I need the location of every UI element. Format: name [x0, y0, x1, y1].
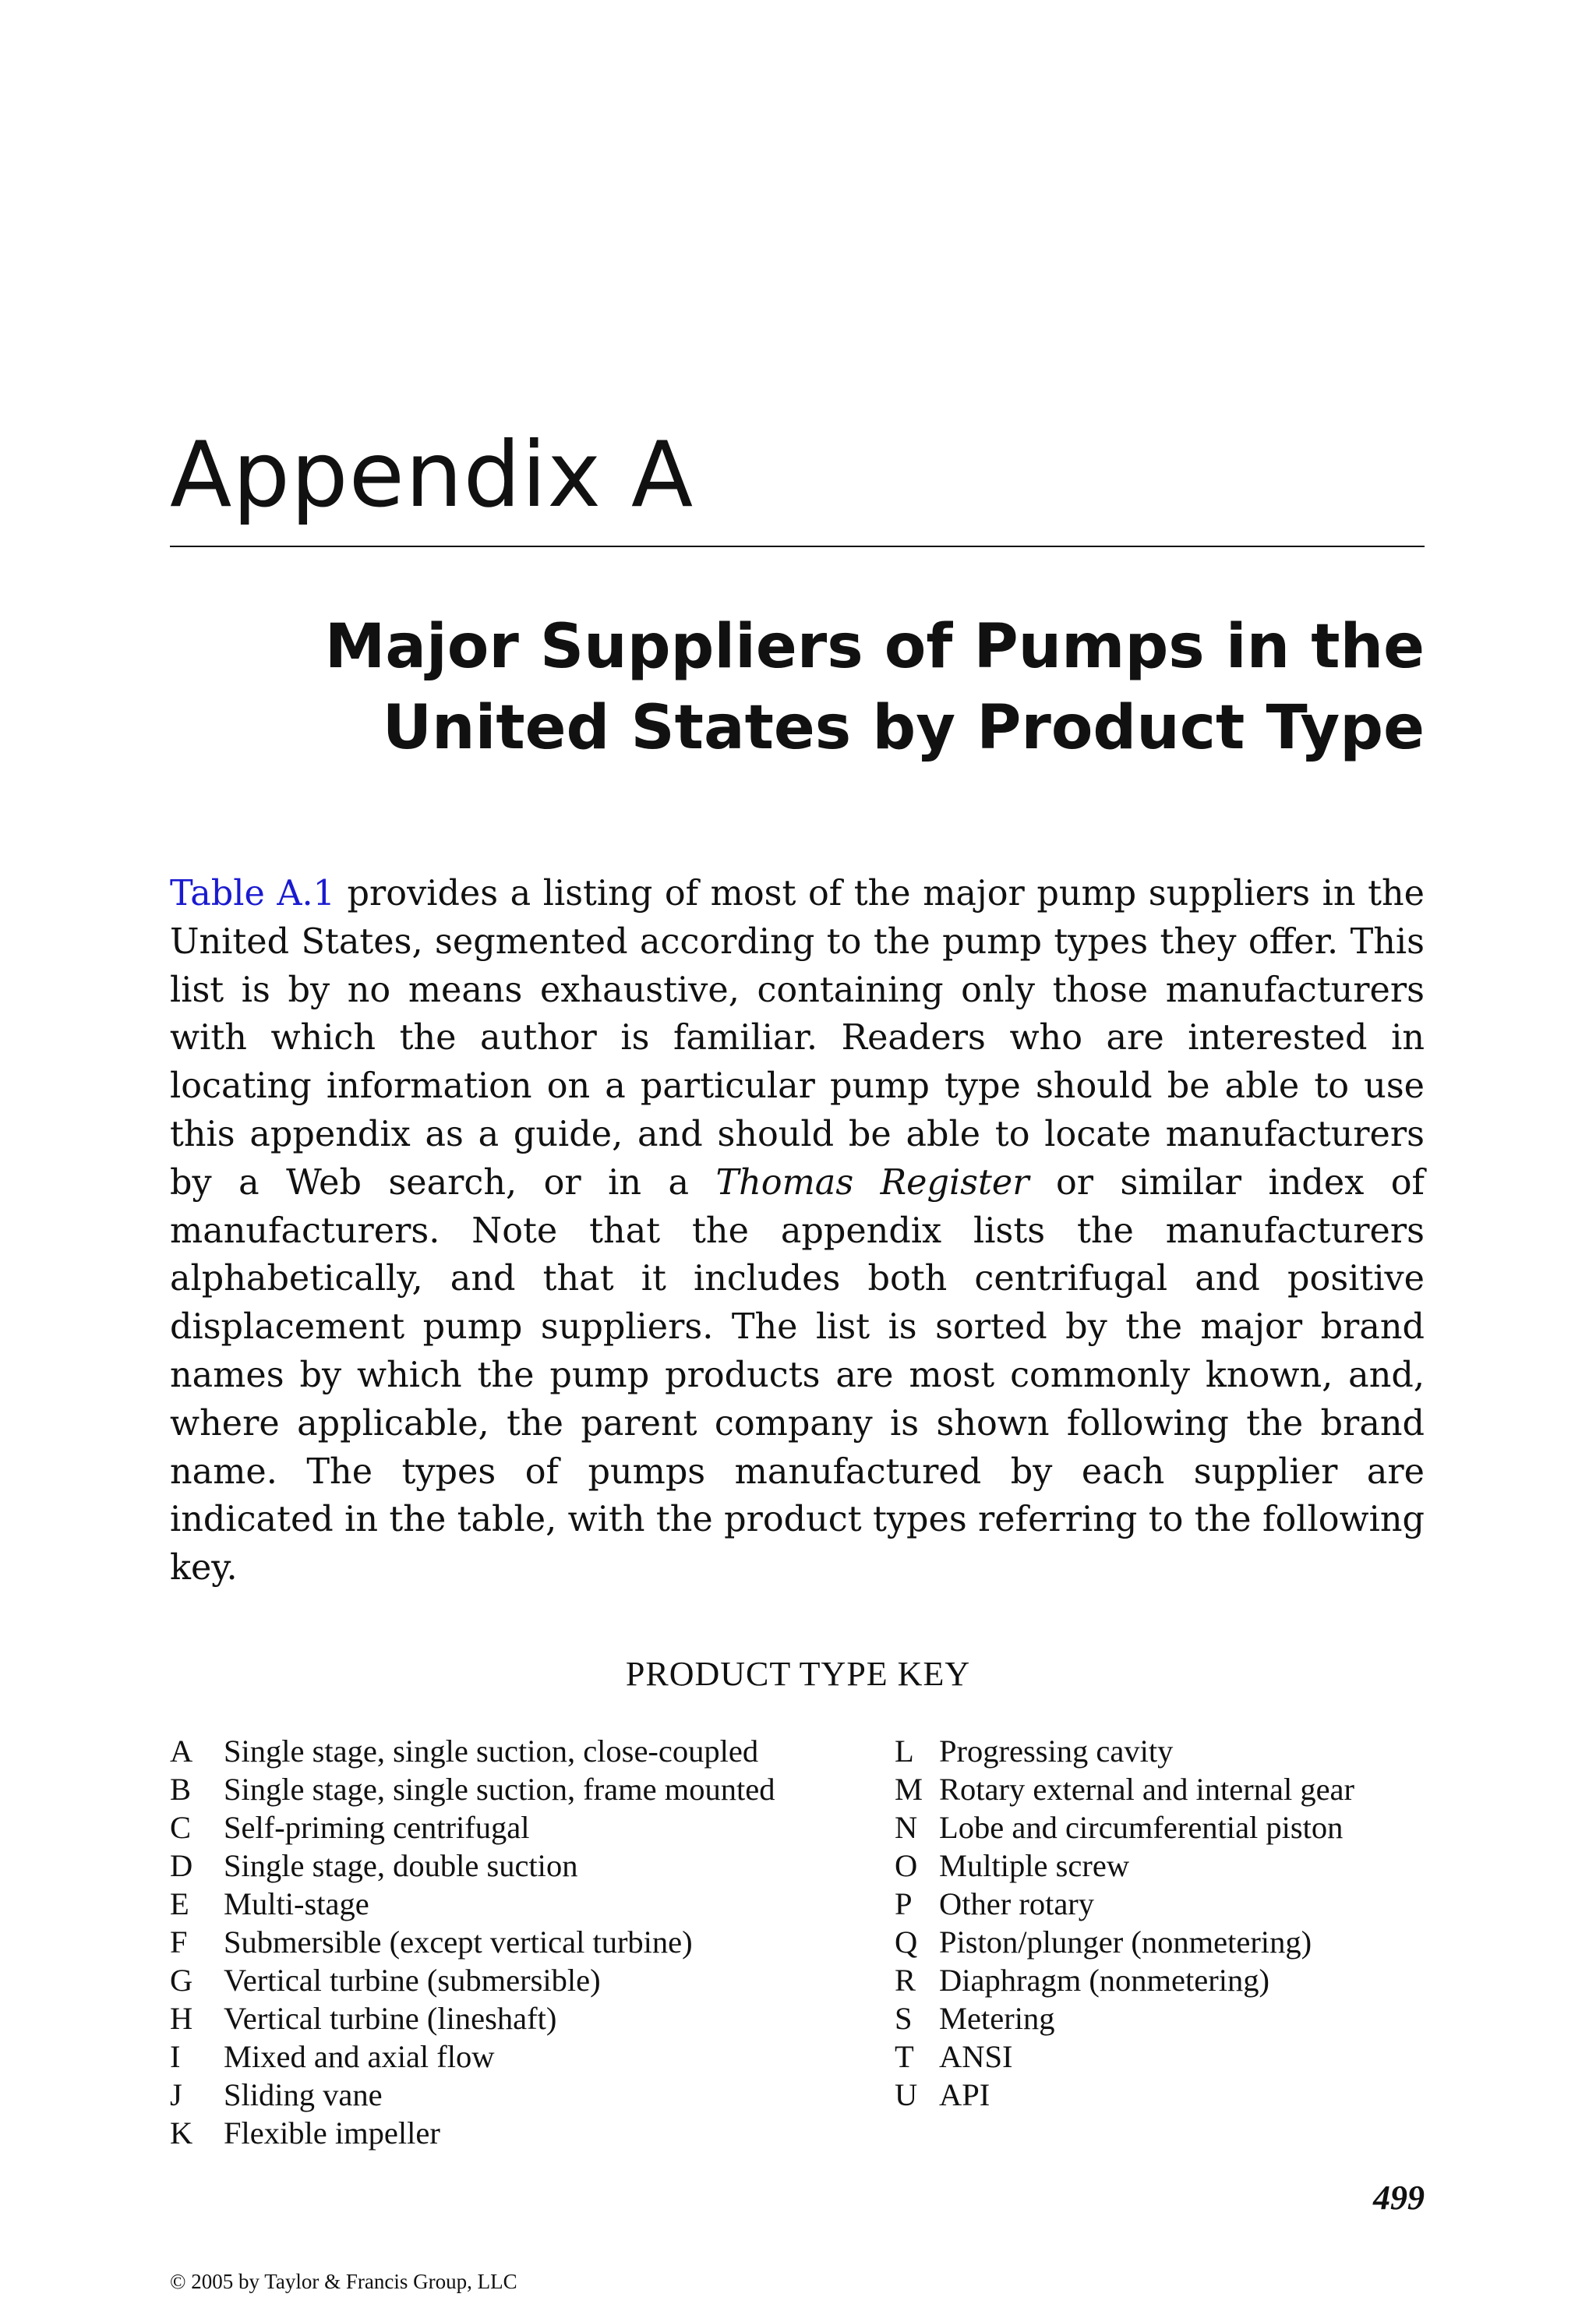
key-letter: K	[170, 2115, 193, 2151]
key-letter: S	[895, 2001, 913, 2036]
key-item-p	[895, 1885, 1354, 1923]
key-item-f	[170, 1923, 775, 1961]
intro-text-part-1: provides a listing of most of the major pump suppliers in the United States, segmented according to the pump types they offer. This list is by no means exhaustive, containing only those manufacturers with which the author is familiar. Readers who are interested in locating information on a particular pump type should be able to use this appendix as a guide, and should be able to locate manufacturers by a Web search, or in a	[170, 874, 1425, 1203]
key-label: Progressing cavity	[939, 1734, 1174, 1769]
key-item-a	[170, 1732, 775, 1770]
key-label: Flexible impeller	[224, 2115, 440, 2151]
key-item-i	[170, 2037, 775, 2076]
key-item-g	[170, 1961, 775, 1999]
key-item-j	[170, 2076, 775, 2114]
key-label: Other rotary	[939, 1886, 1095, 1921]
key-letter: D	[170, 1848, 193, 1883]
product-type-key-right-column	[895, 1732, 1354, 2114]
key-label: Single stage, single suction, frame mounted	[224, 1772, 775, 1807]
key-label: Submersible (except vertical turbine)	[224, 1924, 693, 1960]
key-item-t	[895, 2037, 1354, 2076]
page-number: 499	[1373, 2179, 1425, 2217]
key-item-b	[170, 1770, 775, 1808]
key-letter: R	[895, 1963, 916, 1998]
key-label: Piston/plunger (nonmetering)	[939, 1924, 1312, 1960]
key-label: Diaphragm (nonmetering)	[939, 1963, 1269, 1998]
key-letter: F	[170, 1924, 188, 1960]
key-label: ANSI	[939, 2039, 1013, 2074]
key-letter: A	[170, 1734, 193, 1769]
key-letter: M	[895, 1772, 923, 1807]
key-letter: B	[170, 1772, 192, 1807]
key-letter: H	[170, 2001, 193, 2036]
key-item-q	[895, 1923, 1354, 1961]
key-letter: Q	[895, 1924, 918, 1960]
key-letter: L	[895, 1734, 914, 1769]
key-label: Metering	[939, 2001, 1055, 2036]
chapter-title: Appendix A	[170, 422, 694, 528]
key-item-r	[895, 1961, 1354, 1999]
key-label: Mixed and axial flow	[224, 2039, 495, 2074]
chapter-title-rule	[170, 546, 1425, 547]
key-letter: E	[170, 1886, 189, 1921]
key-label: Multi-stage	[224, 1886, 369, 1921]
key-item-k	[170, 2114, 775, 2152]
key-label: Lobe and circumferential piston	[939, 1810, 1344, 1845]
key-letter: I	[170, 2039, 181, 2074]
key-label: Sliding vane	[224, 2077, 383, 2112]
chapter-subtitle-line-2: United States by Product Type	[382, 693, 1425, 763]
key-item-s	[895, 1999, 1354, 2037]
key-label: Single stage, single suction, close-coupled	[224, 1734, 759, 1769]
copyright-notice: © 2005 by Taylor & Francis Group, LLC	[170, 2270, 517, 2293]
key-item-m	[895, 1770, 1354, 1808]
key-item-l	[895, 1732, 1354, 1770]
key-item-n	[895, 1808, 1354, 1847]
key-item-o	[895, 1847, 1354, 1885]
key-item-u	[895, 2076, 1354, 2114]
key-label: Single stage, double suction	[224, 1848, 578, 1883]
key-item-h	[170, 1999, 775, 2037]
chapter-subtitle-line-1: Major Suppliers of Pumps in the	[324, 612, 1425, 682]
key-letter: N	[895, 1810, 918, 1845]
table-a1-link[interactable]: Table A.1	[170, 874, 335, 914]
product-type-key-left-column	[170, 1732, 775, 2152]
key-label: Multiple screw	[939, 1848, 1130, 1883]
key-letter: T	[895, 2039, 914, 2074]
key-label: Vertical turbine (lineshaft)	[224, 2001, 557, 2036]
key-item-d	[170, 1847, 775, 1885]
intro-paragraph	[170, 870, 1425, 1592]
key-letter: C	[170, 1810, 192, 1845]
product-type-key-heading: PRODUCT TYPE KEY	[625, 1655, 971, 1693]
key-label: Rotary external and internal gear	[939, 1772, 1355, 1807]
key-label: API	[939, 2077, 990, 2112]
key-label: Vertical turbine (submersible)	[224, 1963, 601, 1998]
key-letter: O	[895, 1848, 918, 1883]
key-letter: G	[170, 1963, 193, 1998]
key-item-e	[170, 1885, 775, 1923]
chapter-subtitle	[325, 606, 1425, 769]
key-label: Self-priming centrifugal	[224, 1810, 530, 1845]
intro-text-part-2: or similar index of manufacturers. Note that the appendix lists the manufacturers alphabetically, and that it includes both centrifugal and positive displacement pump suppliers. The list is sorted by the major brand names by which the pump products are most commonly known, and, where applicable, the parent company is shown following the brand name. The types of pumps manufactured by each supplier are indicated in the table, with the product types referring to the following key.	[170, 1162, 1425, 1589]
key-letter: P	[895, 1886, 913, 1921]
key-letter: J	[170, 2077, 182, 2112]
key-letter: U	[895, 2077, 918, 2112]
thomas-register-italic: Thomas Register	[715, 1162, 1029, 1203]
key-item-c	[170, 1808, 775, 1847]
